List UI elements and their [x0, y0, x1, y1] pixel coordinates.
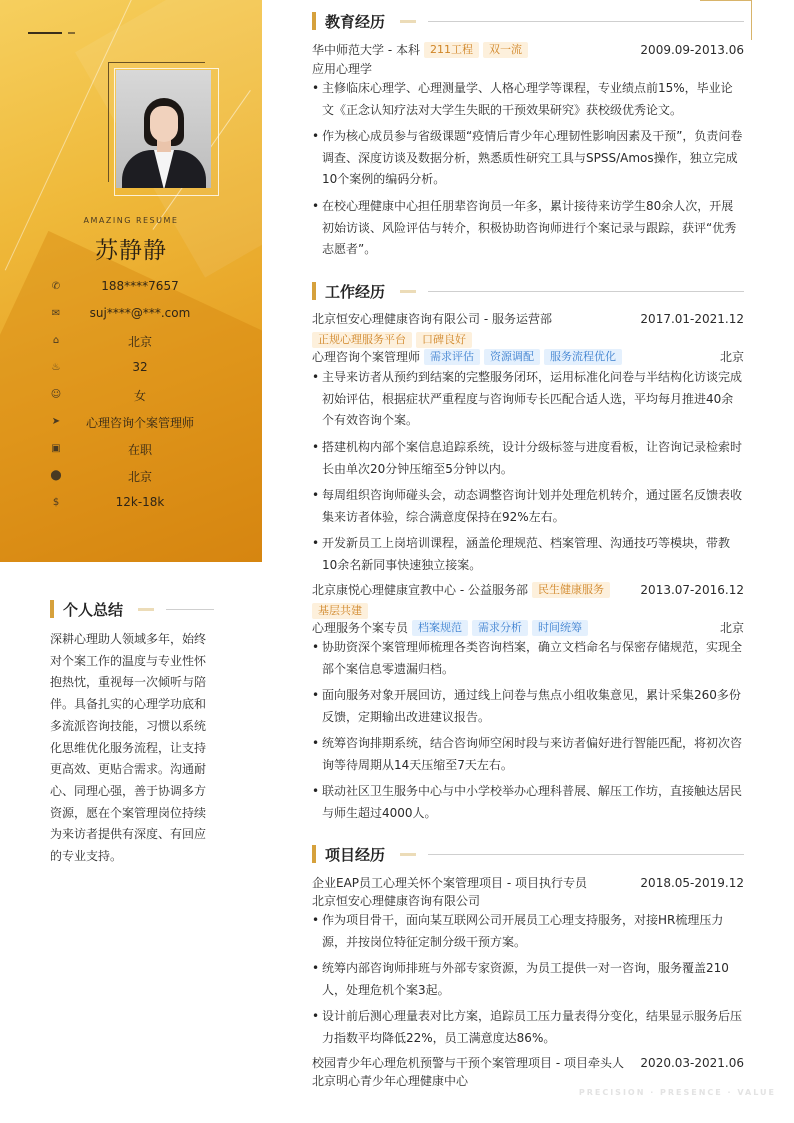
info-phone: ✆ 188****7657: [51, 279, 179, 293]
work-header: [312, 282, 744, 302]
location-icon: ⬤: [50, 470, 62, 481]
project-org: 北京明心青少年心理健康中心: [312, 1074, 469, 1088]
info-salary: $ 12k-18k: [50, 493, 250, 513]
summary-title: 个人总结: [63, 601, 124, 619]
summary-header: [50, 600, 215, 620]
projects-title: 项目经历: [325, 846, 386, 864]
list-item: • 作为核心成员参与省级课题“疫情后青少年心理韧性影响因素及干预”，负责问卷调查、深度访谈及数据分析，熟悉质性研究工具与SPSS/Amos操作，独立完成10个案例的编码分析。: [312, 126, 744, 191]
list-item: • 搭建机构内部个案信息追踪系统，设计分级标签与进度看板，让咨询记录检索时长由单次20分钟压缩至5分钟以内。: [312, 437, 744, 480]
list-item: • 开发新员工上岗培训课程，涵盖伦理规范、档案管理、沟通技巧等模块，带教10余名新同事快速独立接案。: [312, 533, 744, 576]
home-icon: ⌂: [52, 335, 60, 346]
tag: 需求评估: [424, 349, 480, 365]
info-status: ▣ 在职: [51, 443, 152, 457]
mail-icon: ✉: [51, 308, 61, 319]
gender-icon: ☺: [50, 389, 62, 400]
education-date: 2009.09-2013.06: [640, 43, 744, 57]
project-name-row: 校园青少年心理危机预警与干预个案管理项目 - 项目牵头人 2020.03-2021.06: [312, 1056, 744, 1070]
info-position: ➤ 心理咨询个案管理师: [51, 416, 194, 430]
list-item: • 统筹内部咨询师排班与外部专家资源，为员工提供一对一咨询，服务覆盖210人，处理危机个案3起。: [312, 958, 744, 1001]
project-date: 2018.05-2019.12: [640, 876, 744, 890]
list-item: • 统筹咨询排期系统，结合咨询师空闲时段与来访者偏好进行智能匹配，将初次咨询等待周期从14天压缩至7天左右。: [312, 733, 744, 776]
job-date: 2013.07-2016.12: [640, 583, 744, 597]
tag: 口碑良好: [416, 332, 472, 348]
project-org: 北京恒安心理健康咨询有限公司: [312, 894, 481, 908]
project-name-row: 企业EAP员工心理关怀个案管理项目 - 项目执行专员 2018.05-2019.12: [312, 876, 744, 890]
tag: 正规心理服务平台: [312, 332, 412, 348]
project-date: 2020.03-2021.06: [640, 1056, 744, 1070]
tag: 时间统筹: [532, 620, 588, 636]
decor-dash: [28, 32, 62, 34]
list-item: • 协助资深个案管理师梳理各类咨询档案，确立文档命名与保密存储规范，实现全部个案信息零遗漏归档。: [312, 637, 744, 680]
job-city: 北京: [719, 350, 744, 364]
phone-icon: ✆: [51, 281, 61, 292]
list-item: • 在校心理健康中心担任朋辈咨询员一年多，累计接待来访学生80余人次，开展初始访谈、风险评估与转介，积极协助咨询师进行个案记录与跟踪，获评“优秀志愿者”。: [312, 196, 744, 261]
list-item: • 主导来访者从预约到结案的完整服务闭环，运用标准化问卷与半结构化访谈完成初始评估，根据症状严重程度与咨询师专长匹配合适人选，平均每月推进40余个有效咨询个案。: [312, 367, 744, 432]
info-gender: ☺ 女: [50, 389, 146, 403]
salary-icon: $: [52, 497, 60, 508]
job-company-row: 北京康悦心理健康宣教中心 - 公益服务部 民生健康服务 2013.07-2016.12: [312, 583, 744, 597]
job-city: 北京: [719, 621, 744, 635]
job-company-tags: [312, 331, 744, 349]
info-city: ⬤ 北京: [50, 470, 152, 484]
list-item: • 每周组织咨询师碰头会，动态调整咨询计划并处理危机转介，通过匿名反馈表收集来访者体验，综合满意度保持在92%左右。: [312, 485, 744, 528]
summary-text: 深耕心理助人领域多年，始终对个案工作的温度与专业性怀抱热忱，重视每一次倾听与陪伴。具备扎实的心理学功底和多流派咨询技能，习惯以系统化思维优化服务流程，让支持更高效、更贴合需求。沟通耐心、同理心强，善于协调多方资源，愿在个案管理岗位持续为来访者提供有深度、有回应的专业支持。: [50, 632, 207, 864]
tag: 民生健康服务: [532, 582, 610, 598]
education-major: 应用心理学: [312, 62, 373, 76]
list-item: • 作为项目骨干，面向某互联网公司开展员工心理支持服务，对接HR梳理压力源，并按岗位特征定制分级干预方案。: [312, 910, 744, 953]
projects-header: [312, 845, 744, 865]
tag: 211工程: [424, 42, 479, 58]
job-company-tags: [312, 602, 744, 620]
info-age: ♨ 32: [51, 360, 148, 374]
tag: 基层共建: [312, 603, 368, 619]
tag: 服务流程优化: [544, 349, 622, 365]
tag: 需求分析: [472, 620, 528, 636]
tag: 双一流: [483, 42, 528, 58]
education-title: 教育经历: [325, 13, 386, 31]
resume-label: AMAZING RESUME: [83, 216, 179, 225]
list-item: • 设计前后测心理量表对比方案，追踪员工压力量表得分变化，结果显示服务后压力指数平均降低22%，员工满意度达86%。: [312, 1006, 744, 1049]
tag: 档案规范: [412, 620, 468, 636]
job-date: 2017.01-2021.12: [640, 312, 744, 326]
list-item: • 主修临床心理学、心理测量学、人格心理学等课程，专业绩点前15%，毕业论文《正念认知疗法对大学生失眠的干预效果研究》获校级优秀论文。: [312, 78, 744, 121]
list-item: • 面向服务对象开展回访，通过线上问卷与焦点小组收集意见，累计采集260多份反馈，定期输出改进建议报告。: [312, 685, 744, 728]
education-header: [312, 12, 744, 32]
candidate-name: 苏静静: [95, 238, 167, 264]
job-position-row: 心理咨询个案管理师 需求评估 资源调配 服务流程优化 北京: [312, 350, 744, 364]
education-school-row: 华中师范大学 - 本科 211工程 双一流 2009.09-2013.06: [312, 43, 744, 57]
job-position-row: 心理服务个案专员 档案规范 需求分析 时间统筹 北京: [312, 621, 744, 635]
briefcase-icon: ▣: [51, 443, 61, 454]
footer-tagline: PRECISION · PRESENCE · VALUE: [578, 1088, 776, 1097]
info-email: ✉ suj****@***.com: [51, 306, 191, 320]
send-icon: ➤: [51, 416, 61, 427]
work-title: 工作经历: [325, 283, 386, 301]
avatar: [116, 70, 211, 188]
list-item: • 联动社区卫生服务中心与中小学校举办心理科普展、解压工作坊，直接触达居民与师生超过4000人。: [312, 781, 744, 824]
cake-icon: ♨: [51, 362, 61, 373]
tag: 资源调配: [484, 349, 540, 365]
job-company-row: 北京恒安心理健康咨询有限公司 - 服务运营部 2017.01-2021.12: [312, 312, 744, 326]
info-hometown: ⌂ 北京: [50, 331, 250, 351]
decor-dot: [68, 32, 75, 34]
